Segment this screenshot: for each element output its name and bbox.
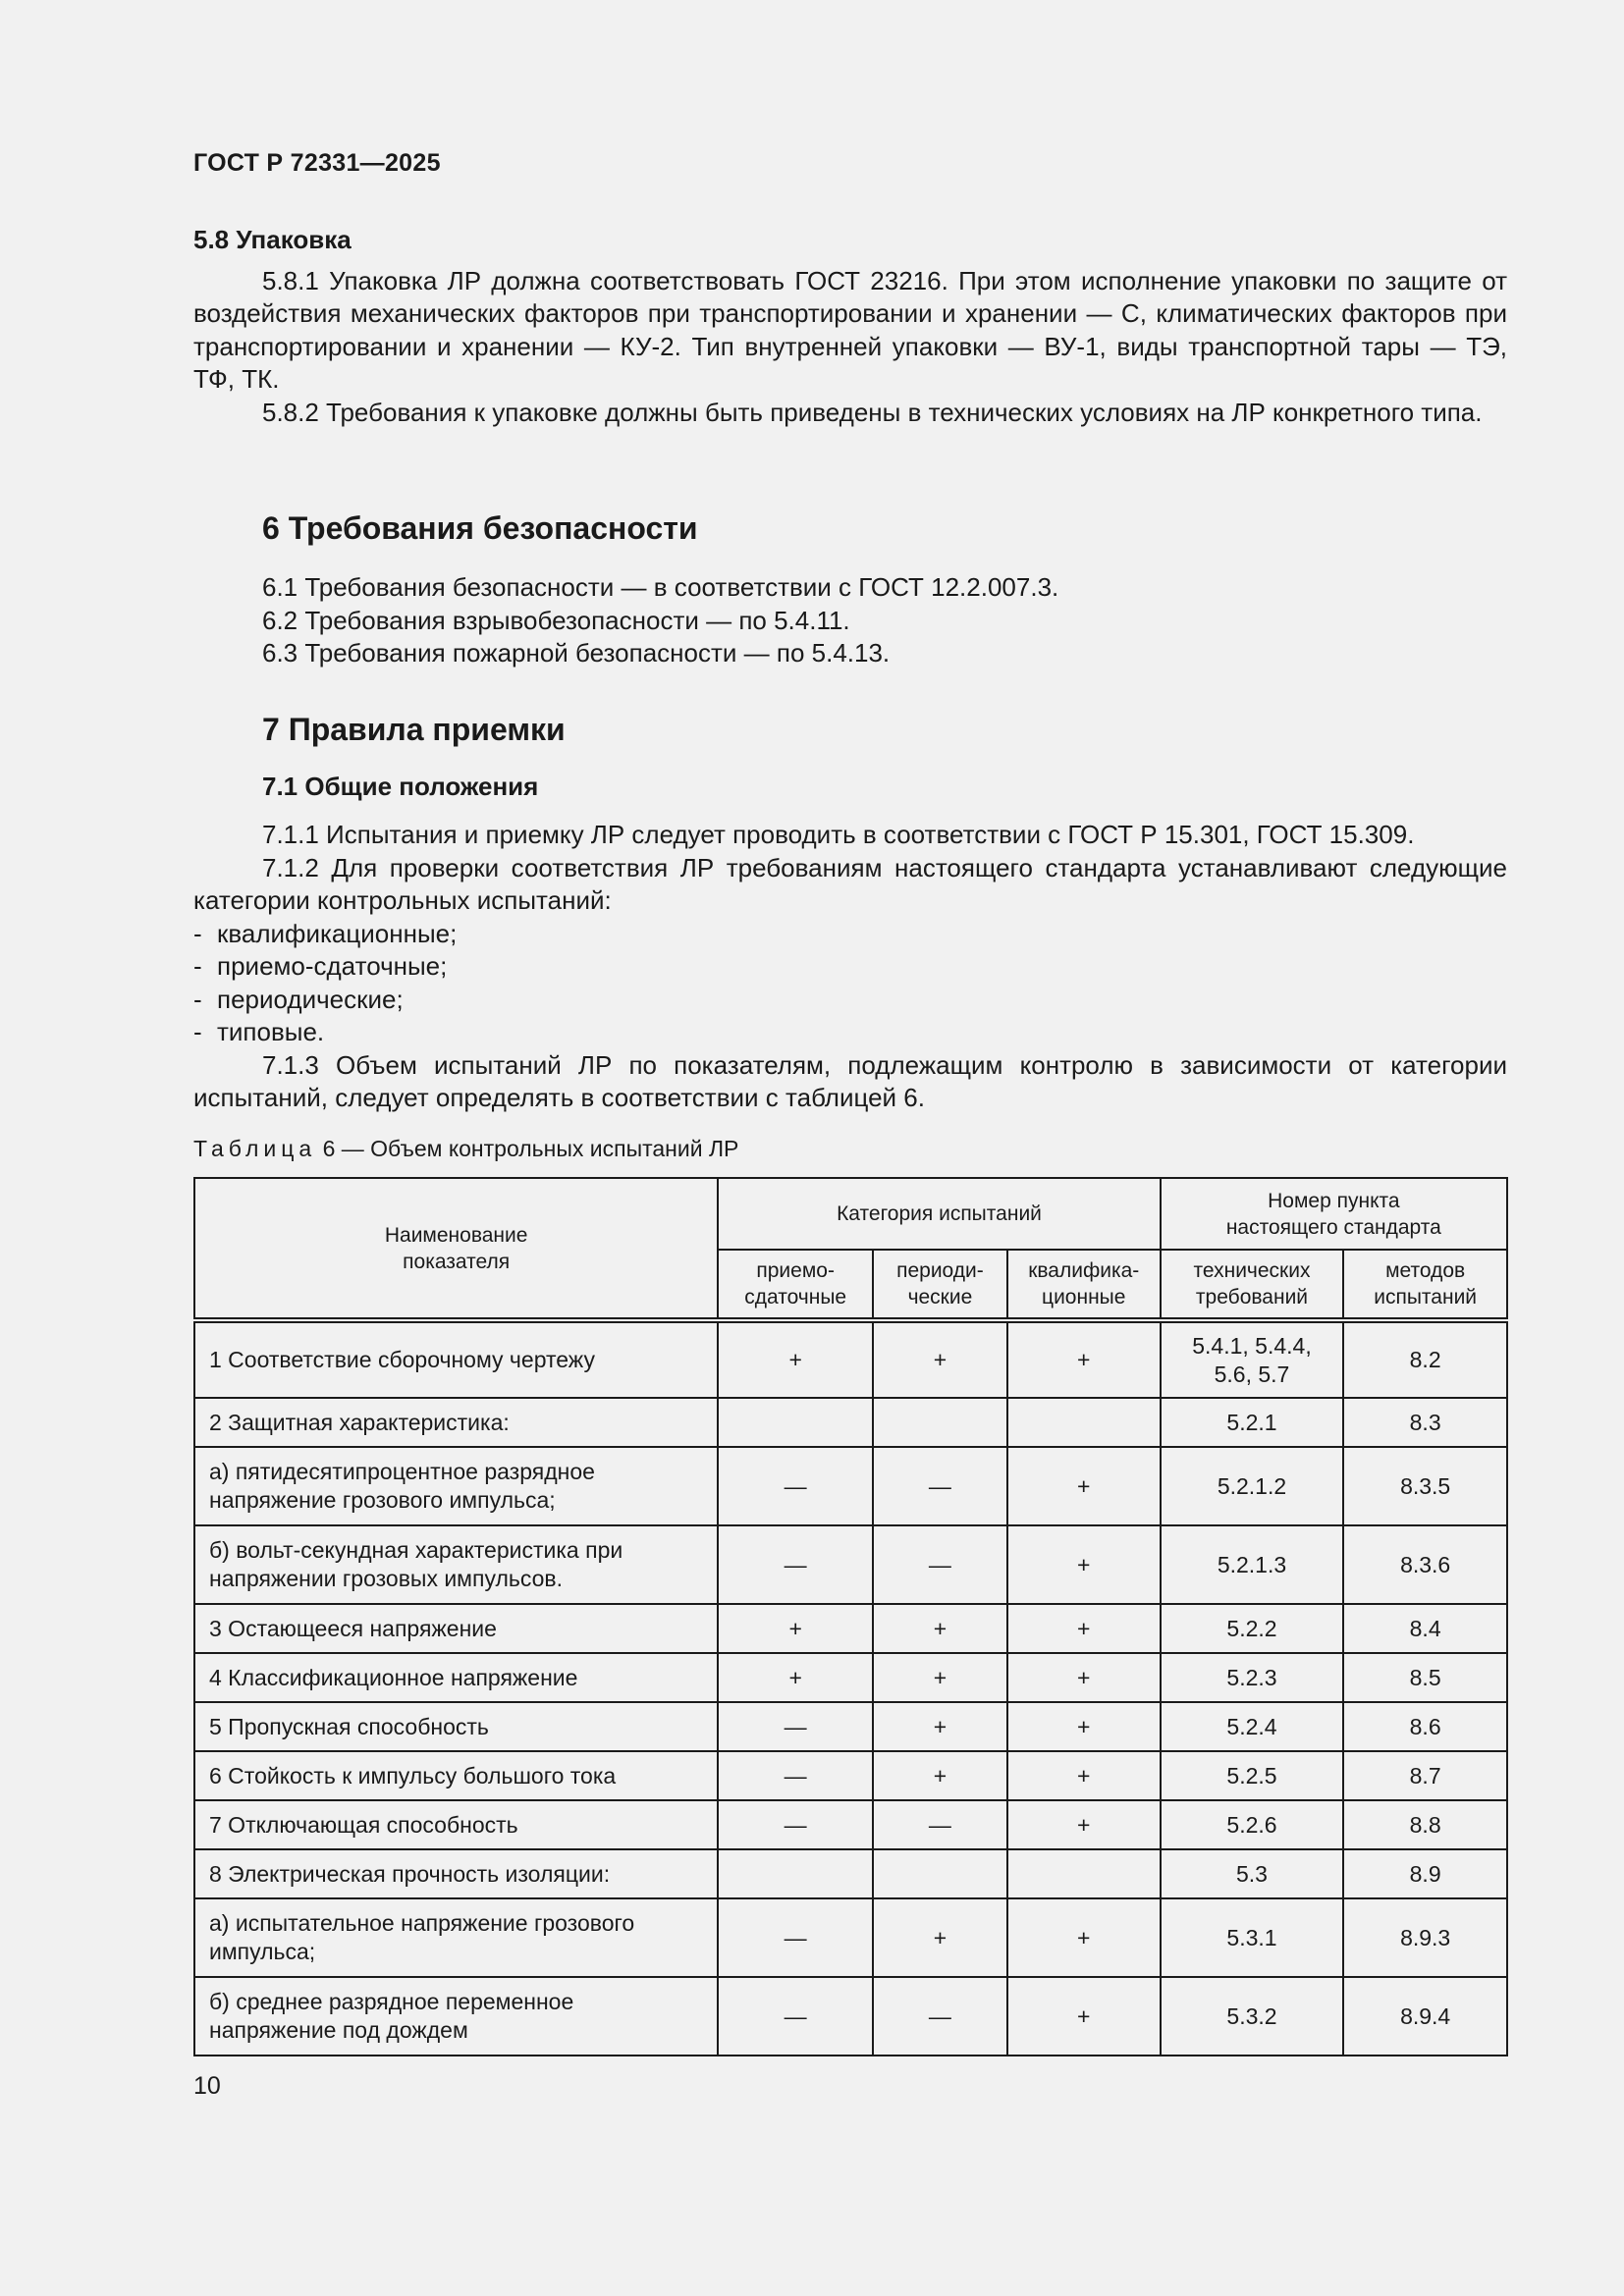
list-dash: -: [193, 918, 202, 948]
header-qualification: квалифика-ционные: [1007, 1250, 1161, 1320]
table-row: [194, 1898, 1507, 1977]
cell-periodic: [873, 1849, 1007, 1898]
paragraph-6-1: 6.1 Требования безопасности — в соответствии с ГОСТ 12.2.007.3.: [262, 572, 1059, 602]
header-periodic: периоди-ческие: [873, 1250, 1007, 1320]
section-6-title: 6 Требования безопасности: [262, 510, 698, 546]
cell-qualification: +: [1007, 1653, 1161, 1702]
row-name: 1 Соответствие сборочному чертежу: [194, 1320, 718, 1398]
section-5-8: [193, 224, 1507, 429]
row-name: 4 Классификационное напряжение: [194, 1653, 718, 1702]
table-caption: [193, 1136, 738, 1162]
row-name: а) испытательное напряжение грозового импульса;: [194, 1898, 718, 1977]
cell-acceptance: —: [718, 1800, 873, 1849]
cell-periodic: +: [873, 1702, 1007, 1751]
list-dash: -: [193, 984, 202, 1014]
section-7-1-body: [193, 819, 1507, 1115]
cell-test-method: 8.3: [1343, 1398, 1507, 1447]
cell-test-method: 8.3.5: [1343, 1447, 1507, 1525]
page-number: 10: [193, 2072, 221, 2100]
row-name: б) вольт-секундная характеристика при напряжении грозовых импульсов.: [194, 1525, 718, 1604]
table-row: [194, 1751, 1507, 1800]
cell-acceptance: +: [718, 1320, 873, 1398]
table-row: [194, 1849, 1507, 1898]
cell-qualification: +: [1007, 1320, 1161, 1398]
cell-acceptance: +: [718, 1604, 873, 1653]
cell-acceptance: —: [718, 1525, 873, 1604]
table-row: [194, 1320, 1507, 1398]
paragraph-7-1-3: 7.1.3 Объем испытаний ЛР по показателям, подлежащим контролю в зависимости от категории испытаний, следует определять в соответствии с таблицей 6.: [193, 1049, 1507, 1112]
cell-periodic: +: [873, 1320, 1007, 1398]
row-name: а) пятидесятипроцентное разрядное напряжение грозового импульса;: [194, 1447, 718, 1525]
header-acceptance: приемо-сдаточные: [718, 1250, 873, 1320]
row-name: 2 Защитная характеристика:: [194, 1398, 718, 1447]
cell-acceptance: [718, 1849, 873, 1898]
row-name: 8 Электрическая прочность изоляции:: [194, 1849, 718, 1898]
cell-tech-req: 5.2.3: [1161, 1653, 1344, 1702]
row-name: 3 Остающееся напряжение: [194, 1604, 718, 1653]
section-7-title: 7 Правила приемки: [262, 712, 566, 747]
standard-header: ГОСТ Р 72331—2025: [193, 149, 441, 177]
cell-tech-req: 5.2.4: [1161, 1702, 1344, 1751]
cell-periodic: [873, 1398, 1007, 1447]
list-item: [193, 950, 1507, 984]
cell-qualification: +: [1007, 1800, 1161, 1849]
cell-tech-req: 5.3.1: [1161, 1898, 1344, 1977]
section-6-body: [193, 571, 1507, 670]
cell-periodic: —: [873, 1800, 1007, 1849]
cell-qualification: [1007, 1398, 1161, 1447]
section-5-8-title: 5.8 Упаковка: [193, 225, 352, 254]
header-test-methods: методов испытаний: [1343, 1250, 1507, 1320]
cell-acceptance: —: [718, 1977, 873, 2056]
list-dash: -: [193, 951, 202, 981]
cell-qualification: +: [1007, 1977, 1161, 2056]
cell-tech-req: 5.2.1: [1161, 1398, 1344, 1447]
header-test-category: Категория испытаний: [718, 1178, 1160, 1250]
cell-tech-req: 5.2.2: [1161, 1604, 1344, 1653]
cell-qualification: +: [1007, 1751, 1161, 1800]
list-item-text: периодические;: [217, 984, 404, 1014]
cell-qualification: +: [1007, 1604, 1161, 1653]
cell-periodic: +: [873, 1751, 1007, 1800]
cell-test-method: 8.9.4: [1343, 1977, 1507, 2056]
cell-tech-req: 5.2.1.2: [1161, 1447, 1344, 1525]
cell-acceptance: —: [718, 1751, 873, 1800]
list-item: [193, 918, 1507, 951]
table-row: [194, 1525, 1507, 1604]
header-tech-requirements: технических требований: [1161, 1250, 1344, 1320]
list-item-text: квалификационные;: [217, 918, 458, 948]
list-dash: -: [193, 1017, 202, 1046]
header-clause-number: Номер пункта настоящего стандарта: [1161, 1178, 1507, 1250]
cell-acceptance: —: [718, 1447, 873, 1525]
cell-qualification: +: [1007, 1525, 1161, 1604]
cell-qualification: +: [1007, 1898, 1161, 1977]
cell-tech-req: 5.2.5: [1161, 1751, 1344, 1800]
tests-table: [193, 1177, 1508, 2056]
table-row: [194, 1977, 1507, 2056]
cell-test-method: 8.9.3: [1343, 1898, 1507, 1977]
table-row: [194, 1604, 1507, 1653]
paragraph-6-2: 6.2 Требования взрывобезопасности — по 5.4.11.: [262, 605, 850, 635]
cell-periodic: —: [873, 1447, 1007, 1525]
cell-tech-req: 5.3: [1161, 1849, 1344, 1898]
cell-periodic: +: [873, 1653, 1007, 1702]
cell-periodic: +: [873, 1604, 1007, 1653]
table-row: [194, 1702, 1507, 1751]
row-name: 7 Отключающая способность: [194, 1800, 718, 1849]
paragraph-5-8-2: 5.8.2 Требования к упаковке должны быть приведены в технических условиях на ЛР конкретного типа.: [262, 397, 1483, 427]
cell-test-method: 8.9: [1343, 1849, 1507, 1898]
table-row: [194, 1800, 1507, 1849]
list-item: [193, 984, 1507, 1017]
cell-qualification: [1007, 1849, 1161, 1898]
cell-periodic: +: [873, 1898, 1007, 1977]
table-row: [194, 1398, 1507, 1447]
cell-acceptance: —: [718, 1898, 873, 1977]
list-item-text: типовые.: [217, 1017, 325, 1046]
cell-acceptance: [718, 1398, 873, 1447]
cell-periodic: —: [873, 1977, 1007, 2056]
row-name: 5 Пропускная способность: [194, 1702, 718, 1751]
cell-test-method: 8.8: [1343, 1800, 1507, 1849]
table-row: [194, 1447, 1507, 1525]
cell-periodic: —: [873, 1525, 1007, 1604]
table-caption-label: Таблица: [193, 1136, 317, 1161]
paragraph-7-1-2: 7.1.2 Для проверки соответствия ЛР требованиям настоящего стандарта устанавливают следующие категории контрольных испытаний:: [193, 852, 1507, 915]
cell-tech-req: 5.2.1.3: [1161, 1525, 1344, 1604]
cell-test-method: 8.2: [1343, 1320, 1507, 1398]
cell-acceptance: +: [718, 1653, 873, 1702]
cell-test-method: 8.4: [1343, 1604, 1507, 1653]
cell-test-method: 8.5: [1343, 1653, 1507, 1702]
cell-tech-req: 5.4.1, 5.4.4, 5.6, 5.7: [1161, 1320, 1344, 1398]
list-item: [193, 1016, 1507, 1049]
cell-tech-req: 5.2.6: [1161, 1800, 1344, 1849]
paragraph-6-3: 6.3 Требования пожарной безопасности — по 5.4.13.: [262, 638, 891, 667]
section-7-1-title: 7.1 Общие положения: [262, 772, 539, 801]
row-name: б) среднее разрядное переменное напряжение под дождем: [194, 1977, 718, 2056]
paragraph-7-1-1: 7.1.1 Испытания и приемку ЛР следует проводить в соответствии с ГОСТ Р 15.301, ГОСТ 15.309.: [262, 820, 1415, 849]
cell-tech-req: 5.3.2: [1161, 1977, 1344, 2056]
table-row: [194, 1653, 1507, 1702]
paragraph-5-8-1: 5.8.1 Упаковка ЛР должна соответствовать ГОСТ 23216. При этом исполнение упаковки по защите от воздействия механических факторов при транспортировании и хранении — С, климатических факторов при транспортировании и хранении — КУ-2. Тип внутренней упаковки — ВУ-1, виды транспортной тары — ТЭ, ТФ, ТК.: [193, 265, 1507, 394]
header-indicator-name: Наименование показателя: [194, 1178, 718, 1320]
cell-qualification: +: [1007, 1447, 1161, 1525]
cell-acceptance: —: [718, 1702, 873, 1751]
cell-test-method: 8.3.6: [1343, 1525, 1507, 1604]
cell-test-method: 8.6: [1343, 1702, 1507, 1751]
cell-test-method: 8.7: [1343, 1751, 1507, 1800]
row-name: 6 Стойкость к импульсу большого тока: [194, 1751, 718, 1800]
list-item-text: приемо-сдаточные;: [217, 951, 448, 981]
table-caption-text: 6 — Объем контрольных испытаний ЛР: [322, 1136, 739, 1161]
cell-qualification: +: [1007, 1702, 1161, 1751]
